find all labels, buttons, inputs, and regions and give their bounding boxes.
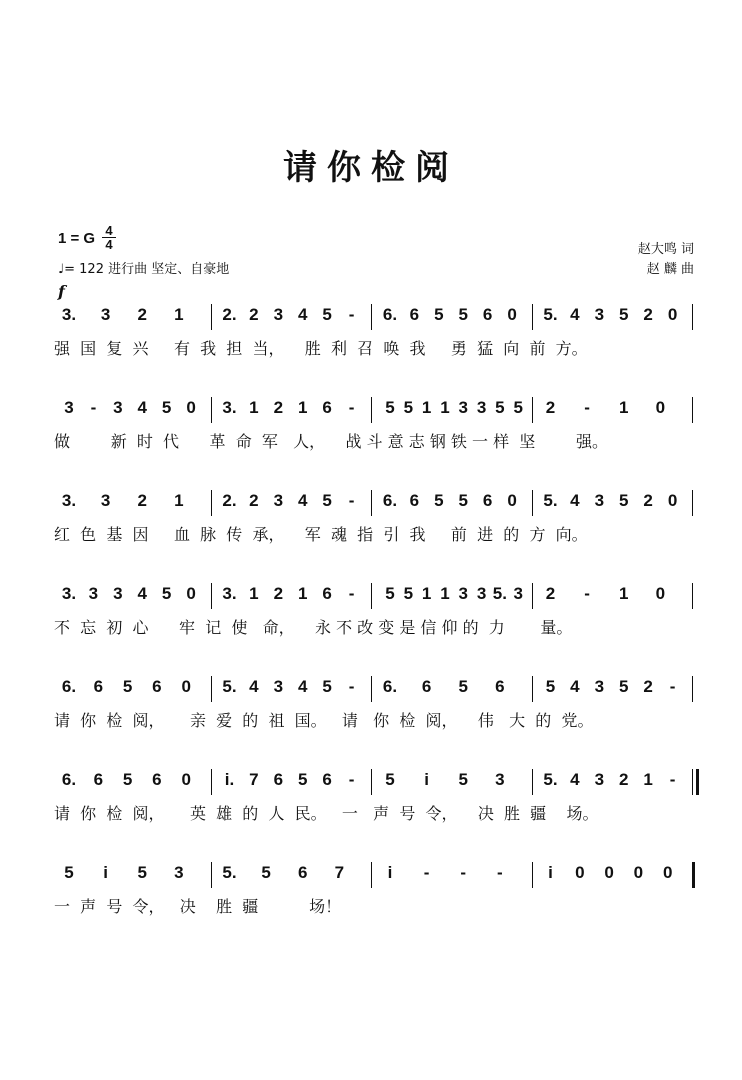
note: 3: [594, 770, 605, 789]
note: 3: [273, 305, 284, 324]
notation-system: [0, 676, 742, 736]
note: 6: [93, 677, 104, 696]
lyric-line: 做 新 时 代 革 命 军 人， 战 斗 意 志 钢 铁 一 样 坚 强。: [54, 432, 608, 451]
song-title: 请你检阅: [283, 148, 459, 188]
note: 3: [458, 398, 468, 417]
note: 1: [174, 305, 184, 324]
barline: [692, 397, 693, 423]
note: 5: [458, 305, 468, 324]
notation-system: [0, 304, 742, 364]
note: 0: [575, 863, 585, 882]
note: 1: [421, 584, 432, 603]
note: 0: [604, 863, 614, 882]
note: 5: [64, 863, 74, 882]
lyric-line: 不 忘 初 心 牢 记 使 命， 永 不 改 变 是 信 仰 的 力 量。: [54, 618, 573, 637]
note: 6: [495, 677, 505, 696]
note: -: [423, 863, 430, 882]
note: -: [497, 863, 503, 882]
lyric-line: 一 声 号 令， 决 胜 疆 场！: [54, 897, 342, 916]
note: 0: [181, 770, 191, 789]
note: 4: [570, 770, 580, 789]
lyric-line: 请 你 检 阅， 亲 爱 的 祖 国。 请 你 检 阅， 伟 大 的 党。: [54, 711, 594, 730]
note: 3: [458, 584, 468, 603]
note: 0: [507, 491, 517, 510]
note: 5.: [222, 677, 237, 696]
note: -: [348, 491, 355, 510]
note: 2: [643, 677, 653, 696]
note: 7: [334, 863, 345, 882]
note: 6: [152, 677, 162, 696]
note: 4: [298, 305, 308, 324]
barline: [211, 769, 212, 795]
note: 3: [594, 305, 605, 324]
note: 5: [261, 863, 271, 882]
note: 6: [421, 677, 432, 696]
note: -: [348, 305, 355, 324]
note: 2: [545, 398, 556, 417]
note: 5: [434, 305, 444, 324]
note: 5: [322, 491, 332, 510]
lyricist-credit: 赵大鸣 词: [637, 242, 694, 257]
key-signature: 1 = G: [58, 230, 96, 247]
note: 5.: [492, 584, 507, 603]
note: 2: [643, 305, 653, 324]
note: 6.: [382, 305, 398, 324]
note: 5: [458, 677, 468, 696]
barline: [532, 676, 533, 702]
note: 5.: [543, 491, 558, 510]
note: 4: [298, 491, 308, 510]
time-signature-top: 4: [105, 223, 113, 238]
note: 0: [633, 863, 644, 882]
note: 4: [137, 584, 147, 603]
note: 2: [249, 491, 259, 510]
note: 3: [113, 584, 123, 603]
barline: [211, 583, 212, 609]
barline: [211, 397, 212, 423]
barline: [371, 676, 372, 702]
barline: [532, 769, 533, 795]
note: i.: [224, 770, 235, 789]
note: 5: [161, 584, 172, 603]
note: -: [348, 584, 355, 603]
note: 3: [476, 584, 487, 603]
note: 5: [619, 491, 629, 510]
note: 5: [403, 584, 414, 603]
note: 6: [152, 770, 162, 789]
note: 6: [322, 398, 332, 417]
note: 5: [458, 770, 468, 789]
note: -: [669, 770, 676, 789]
final-barline: [692, 862, 695, 888]
note: 0: [655, 584, 666, 603]
note: 5: [619, 677, 629, 696]
note: 6: [273, 770, 284, 789]
note: 1: [440, 398, 450, 417]
note: 0: [507, 305, 517, 324]
note: -: [460, 863, 467, 882]
note: 0: [186, 584, 196, 603]
barline: [532, 583, 533, 609]
note: 3: [100, 305, 111, 324]
note: 3.: [61, 305, 77, 324]
note: 3: [513, 584, 523, 603]
note: 3.: [222, 398, 237, 417]
note: 5.: [543, 305, 558, 324]
note: 6: [409, 305, 420, 324]
note: 3: [495, 770, 505, 789]
note: 6.: [61, 677, 77, 696]
note: 5: [513, 398, 523, 417]
note: 5: [322, 305, 332, 324]
note: 5: [161, 398, 172, 417]
note: 3: [273, 491, 284, 510]
note: 5: [298, 770, 308, 789]
note: -: [90, 398, 97, 417]
note: -: [348, 677, 355, 696]
note: 1: [440, 584, 450, 603]
note: 3: [88, 584, 99, 603]
lyric-line: 红 色 基 因 血 脉 传 承， 军 魂 指 引 我 前 进 的 方 向。: [54, 525, 588, 544]
note: 5: [403, 398, 414, 417]
note: 4: [298, 677, 308, 696]
note: 0: [662, 863, 673, 882]
note: 2: [619, 770, 629, 789]
note: 6: [298, 863, 308, 882]
note: 6: [409, 491, 420, 510]
note: 2: [137, 305, 147, 324]
notation-system: [0, 490, 742, 550]
barline: [371, 490, 372, 516]
note: 6: [322, 770, 332, 789]
note: 2.: [222, 491, 237, 510]
barline: [371, 397, 372, 423]
note: 1: [298, 398, 308, 417]
note: 4: [137, 398, 147, 417]
note: 6.: [382, 491, 398, 510]
note: 3: [113, 398, 123, 417]
note: 1: [421, 398, 432, 417]
barline: [532, 397, 533, 423]
note: 3: [476, 398, 487, 417]
note: 2: [273, 398, 284, 417]
note: 3: [594, 491, 605, 510]
barline: [692, 676, 693, 702]
note: -: [348, 770, 355, 789]
time-signature: [102, 224, 116, 251]
repeat-barline: [692, 769, 693, 795]
note: 2: [545, 584, 556, 603]
note: 3.: [61, 584, 77, 603]
barline: [692, 583, 693, 609]
time-signature-bottom: 4: [102, 237, 116, 251]
note: 5: [619, 305, 629, 324]
note: 2: [643, 491, 653, 510]
note: 1: [619, 398, 629, 417]
tempo-marking: ♩= 122 进行曲 坚定、自豪地: [58, 262, 230, 277]
composer-credit: 赵 麟 曲: [646, 262, 694, 277]
barline: [371, 769, 372, 795]
barline: [532, 862, 533, 888]
notation-system: [0, 583, 742, 643]
note: 5: [495, 398, 505, 417]
note: i: [103, 863, 108, 882]
note: 1: [619, 584, 629, 603]
note: i: [424, 770, 429, 789]
barline: [692, 304, 693, 330]
note: 2.: [222, 305, 237, 324]
note: 5: [458, 491, 468, 510]
notation-system: [0, 769, 742, 829]
dynamic-marking: f: [58, 282, 65, 301]
note: i: [387, 863, 393, 882]
note: 1: [298, 584, 308, 603]
note: 5.: [222, 863, 237, 882]
note: -: [348, 398, 355, 417]
note: 3: [64, 398, 74, 417]
note: 0: [655, 398, 666, 417]
note: 3.: [61, 491, 77, 510]
note: 6: [93, 770, 104, 789]
note: 1: [249, 584, 259, 603]
note: 4: [570, 677, 580, 696]
barline: [371, 304, 372, 330]
note: 4: [570, 491, 580, 510]
note: 5: [322, 677, 332, 696]
barline: [532, 304, 533, 330]
note: 3: [273, 677, 284, 696]
note: 7: [249, 770, 259, 789]
note: 6.: [61, 770, 77, 789]
barline: [532, 490, 533, 516]
note: -: [584, 398, 590, 417]
note: 2: [249, 305, 259, 324]
lyric-line: 请 你 检 阅， 英 雄 的 人 民。 一 声 号 令， 决 胜 疆 场。: [54, 804, 599, 823]
note: 5: [385, 770, 395, 789]
note: 6.: [382, 677, 398, 696]
notation-system: [0, 862, 742, 922]
barline: [211, 304, 212, 330]
repeat-barline-thick: [696, 769, 699, 795]
lyric-line: 强 国 复 兴 有 我 担 当， 胜 利 召 唤 我 勇 猛 向 前 方。: [54, 339, 588, 358]
note: 6: [322, 584, 332, 603]
barline: [211, 862, 212, 888]
note: 2: [273, 584, 284, 603]
note: 5: [122, 770, 133, 789]
note: 0: [667, 491, 678, 510]
note: 3: [100, 491, 111, 510]
note: 3: [594, 677, 605, 696]
barline: [371, 862, 372, 888]
note: 5: [385, 398, 395, 417]
note: 5: [385, 584, 395, 603]
note: 6: [482, 305, 493, 324]
note: 0: [667, 305, 678, 324]
barline: [211, 490, 212, 516]
note: -: [669, 677, 676, 696]
note: 5: [122, 677, 133, 696]
note: 5.: [543, 770, 558, 789]
barline: [211, 676, 212, 702]
note: 5: [434, 491, 444, 510]
note: 1: [249, 398, 259, 417]
note: 0: [181, 677, 191, 696]
note: 4: [570, 305, 580, 324]
note: i: [548, 863, 553, 882]
note: 4: [249, 677, 259, 696]
note: 5: [137, 863, 147, 882]
note: 3.: [222, 584, 237, 603]
note: -: [584, 584, 590, 603]
notation-system: [0, 397, 742, 457]
note: 2: [137, 491, 147, 510]
barline: [371, 583, 372, 609]
note: 5: [545, 677, 556, 696]
note: 1: [643, 770, 653, 789]
barline: [692, 490, 693, 516]
note: 1: [174, 491, 184, 510]
note: 3: [174, 863, 184, 882]
note: 0: [186, 398, 196, 417]
note: 6: [482, 491, 493, 510]
